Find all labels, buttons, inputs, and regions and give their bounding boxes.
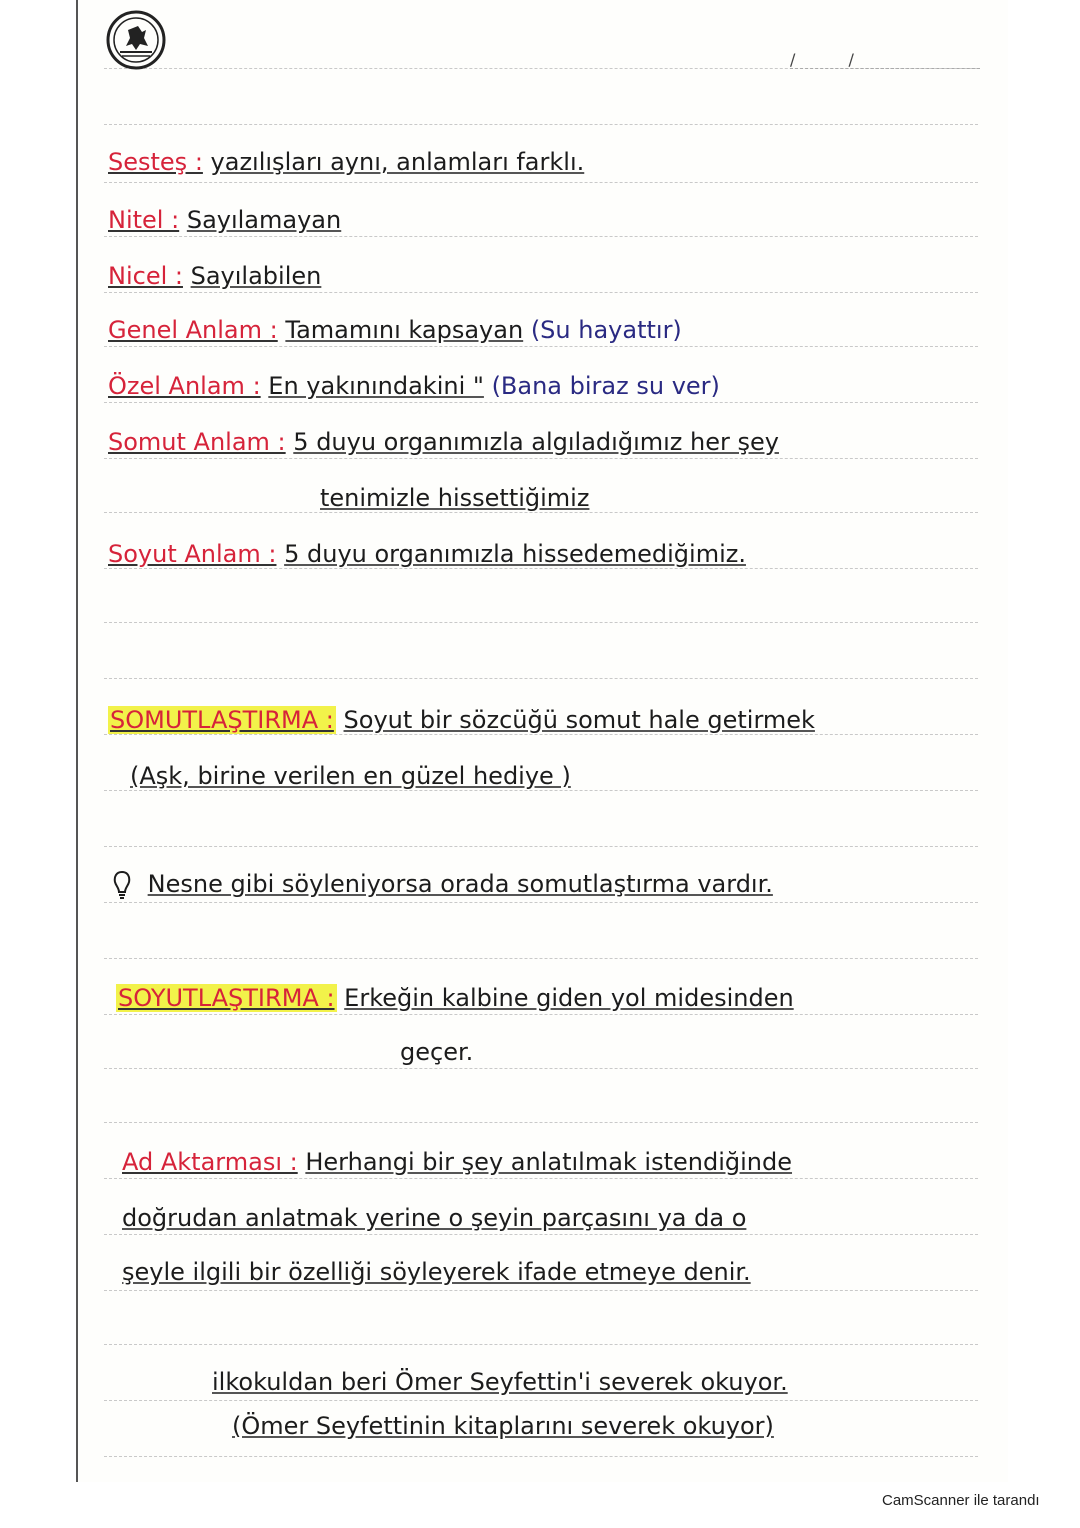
ruled-line bbox=[104, 124, 978, 125]
definition-text: Sayılamayan bbox=[186, 206, 342, 234]
note-nicel bbox=[108, 260, 321, 292]
definition-text: Soyut bir sözcüğü somut hale getirmek bbox=[343, 706, 815, 734]
lightbulb-icon bbox=[112, 870, 132, 900]
note-genel-anlam bbox=[108, 314, 682, 346]
ruled-line bbox=[104, 1400, 978, 1401]
definition-text: Erkeğin kalbine giden yol midesinden bbox=[344, 984, 794, 1012]
note-ad-aktarmasi-line3 bbox=[122, 1256, 751, 1288]
ruled-line bbox=[104, 1068, 978, 1069]
ruled-line bbox=[104, 1122, 978, 1123]
ruled-line bbox=[104, 846, 978, 847]
term-label: Genel Anlam : bbox=[108, 316, 278, 344]
definition-text: şeyle ilgili bir özelliği söyleyerek ifade etmeye denir. bbox=[122, 1258, 751, 1286]
note-ozel-anlam bbox=[108, 370, 720, 402]
term-label: Nicel : bbox=[108, 262, 183, 290]
note-ad-aktarmasi-explanation bbox=[232, 1410, 774, 1442]
note-ad-aktarmasi-line2 bbox=[122, 1202, 746, 1234]
example-text: (Bana biraz su ver) bbox=[491, 372, 720, 400]
note-somutlastirma bbox=[108, 704, 815, 736]
definition-text: En yakınındakini " bbox=[268, 372, 484, 400]
definition-text: 5 duyu organımızla algıladığımız her şey bbox=[293, 428, 779, 456]
example-text: (Ömer Seyfettinin kitaplarını severek okuyor) bbox=[232, 1412, 774, 1440]
ruled-line bbox=[104, 958, 978, 959]
term-label: Ad Aktarması : bbox=[122, 1148, 298, 1176]
definition-text: doğrudan anlatmak yerine o şeyin parçasını ya da o bbox=[122, 1204, 747, 1232]
definition-text: 5 duyu organımızla hissedemediğimiz. bbox=[284, 540, 746, 568]
definition-text: Herhangi bir şey anlatılmak istendiğinde bbox=[305, 1148, 793, 1176]
ruled-line bbox=[104, 1344, 978, 1345]
ruled-line bbox=[104, 902, 978, 903]
ruled-line bbox=[104, 236, 978, 237]
example-text: ilkokuldan beri Ömer Seyfettin'i severek okuyor. bbox=[212, 1368, 788, 1396]
note-somut-anlam-continuation bbox=[320, 482, 589, 514]
ruled-line bbox=[104, 402, 978, 403]
note-sestes bbox=[108, 146, 584, 178]
definition-text: yazılışları aynı, anlamları farklı. bbox=[210, 148, 585, 176]
term-label: Soyut Anlam : bbox=[108, 540, 277, 568]
ruled-line bbox=[104, 1178, 978, 1179]
ruled-line bbox=[104, 622, 978, 623]
note-soyutlastirma-continuation bbox=[400, 1036, 473, 1068]
highlighted-term: SOYUTLAŞTIRMA : bbox=[118, 984, 335, 1012]
ruled-line bbox=[104, 292, 978, 293]
definition-continuation: tenimizle hissettiğimiz bbox=[320, 484, 590, 512]
date-underline bbox=[790, 68, 980, 69]
date-field: / / bbox=[790, 50, 878, 69]
ruled-line bbox=[104, 182, 978, 183]
note-ad-aktarmasi bbox=[122, 1146, 792, 1178]
ruled-line bbox=[104, 458, 978, 459]
ruled-line bbox=[104, 346, 978, 347]
term-label: Nitel : bbox=[108, 206, 180, 234]
definition-text: Tamamını kapsayan bbox=[285, 316, 524, 344]
ruled-line bbox=[104, 1456, 978, 1457]
note-tip bbox=[112, 868, 773, 900]
example-text: (Su hayattır) bbox=[530, 316, 682, 344]
ruled-line bbox=[104, 1014, 978, 1015]
notebook-logo-icon bbox=[104, 8, 168, 72]
ruled-line bbox=[104, 1290, 978, 1291]
note-somutlastirma-example bbox=[130, 760, 571, 792]
term-label: Sesteş : bbox=[108, 148, 203, 176]
definition-continuation: geçer. bbox=[400, 1038, 474, 1066]
note-soyutlastirma bbox=[116, 982, 794, 1014]
note-ad-aktarmasi-example bbox=[212, 1366, 788, 1398]
highlighted-term: SOMUTLAŞTIRMA : bbox=[110, 706, 334, 734]
tip-text: Nesne gibi söyleniyorsa orada somutlaştırma vardır. bbox=[147, 870, 773, 898]
note-soyut-anlam bbox=[108, 538, 746, 570]
example-text: (Aşk, birine verilen en güzel hediye ) bbox=[130, 762, 571, 790]
definition-text: Sayılabilen bbox=[190, 262, 322, 290]
ruled-line bbox=[104, 678, 978, 679]
term-label: Somut Anlam : bbox=[108, 428, 286, 456]
note-somut-anlam bbox=[108, 426, 779, 458]
term-label: Özel Anlam : bbox=[108, 372, 261, 400]
scanner-watermark: CamScanner ile tarandı bbox=[882, 1492, 1040, 1509]
ruled-line bbox=[104, 1234, 978, 1235]
note-nitel bbox=[108, 204, 341, 236]
